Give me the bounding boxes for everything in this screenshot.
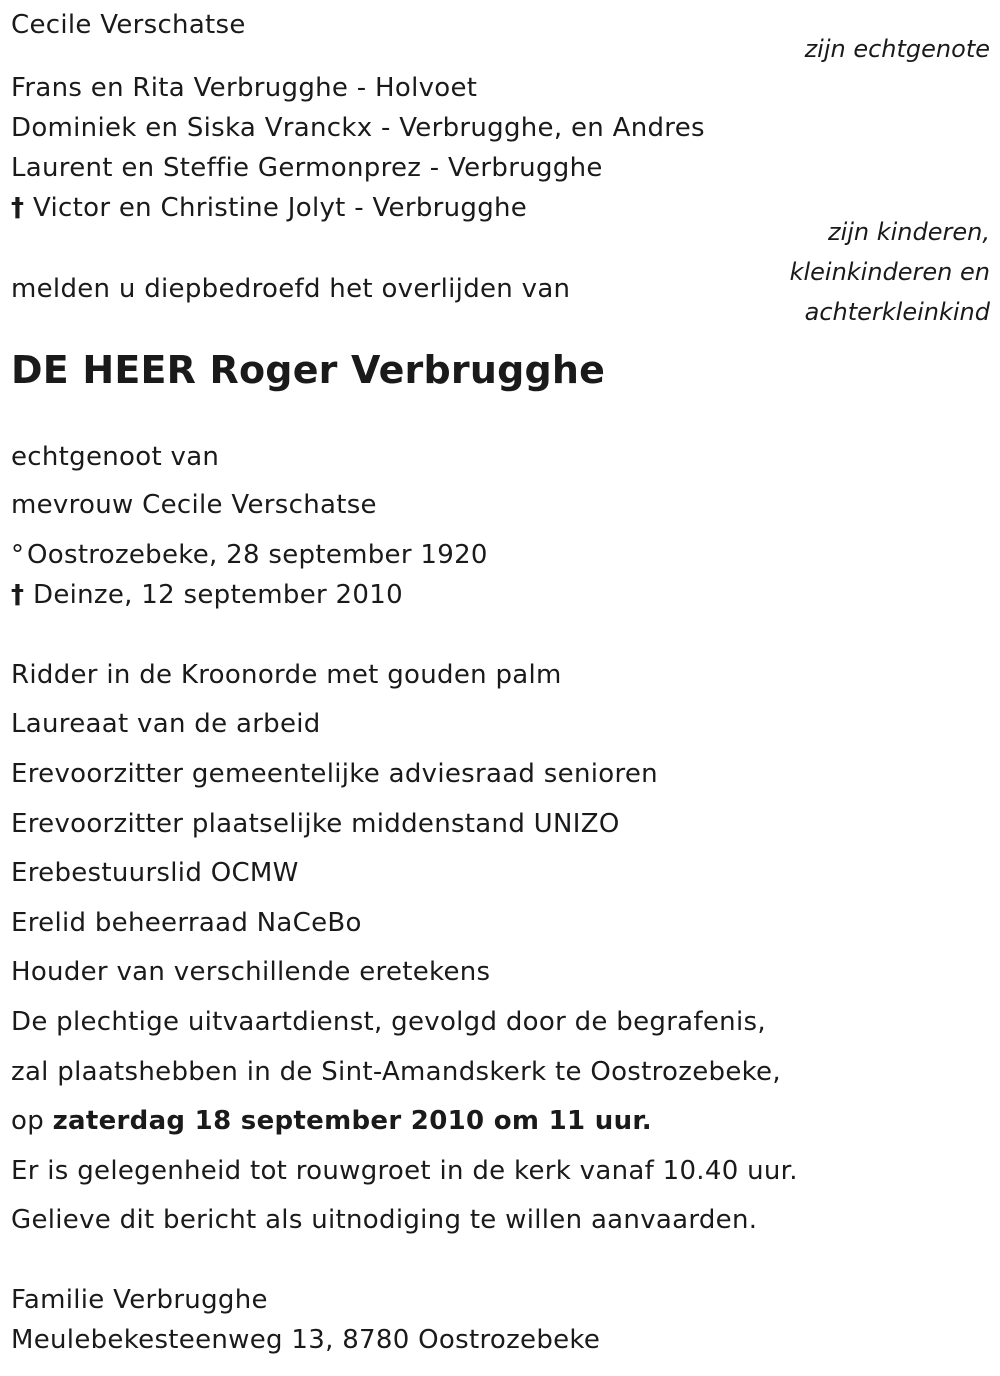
spouse-role: zijn echtgenote (804, 35, 990, 63)
family-name: Familie Verbrugghe (11, 1285, 268, 1315)
child-line-1: Frans en Rita Verbrugghe - Holvoet (11, 73, 478, 103)
announcement-text: melden u diepbedroefd het overlijden van (11, 274, 571, 304)
children-role-line-1: zijn kinderen, (827, 218, 990, 246)
birth-symbol: ° (11, 540, 25, 570)
children-role-line-2: kleinkinderen en (789, 258, 990, 286)
cross-icon: † (11, 193, 25, 223)
death-details: Deinze, 12 september 2010 (33, 580, 403, 610)
cross-icon: † (11, 580, 25, 610)
honour-item: Erelid beheerraad NaCeBo (11, 908, 362, 938)
child-line-4 (11, 191, 527, 225)
honour-item: Erevoorzitter gemeentelijke adviesraad senioren (11, 759, 658, 789)
birth-details: Oostrozebeke, 28 september 1920 (27, 540, 488, 570)
birth-line (11, 538, 488, 572)
service-line-2: zal plaatshebben in de Sint-Amandskerk te Oostrozebeke, (11, 1057, 781, 1087)
spouse-name: Cecile Verschatse (11, 10, 246, 40)
honour-item: Ridder in de Kroonorde met gouden palm (11, 660, 562, 690)
service-line-1: De plechtige uitvaartdienst, gevolgd door de begrafenis, (11, 1007, 766, 1037)
service-date-prefix: op (11, 1106, 45, 1136)
deceased-spouse-name: mevrouw Cecile Verschatse (11, 490, 377, 520)
honour-item: Laureaat van de arbeid (11, 709, 321, 739)
honour-item: Houder van verschillende eretekens (11, 957, 491, 987)
deceased-name-heading: DE HEER Roger Verbrugghe (11, 348, 606, 392)
service-line-5: Gelieve dit bericht als uitnodiging te willen aanvaarden. (11, 1205, 758, 1235)
service-date: zaterdag 18 september 2010 om 11 uur. (52, 1106, 652, 1136)
honour-item: Erevoorzitter plaatselijke middenstand UNIZO (11, 809, 620, 839)
spouse-intro: echtgenoot van (11, 442, 220, 472)
deceased-child-name: Victor en Christine Jolyt - Verbrugghe (33, 193, 528, 223)
death-line (11, 578, 403, 612)
honour-item: Erebestuurslid OCMW (11, 858, 299, 888)
child-line-3: Laurent en Steffie Germonprez - Verbrugghe (11, 153, 603, 183)
child-line-2: Dominiek en Siska Vranckx - Verbrugghe, en Andres (11, 113, 705, 143)
service-line-4: Er is gelegenheid tot rouwgroet in de kerk vanaf 10.40 uur. (11, 1156, 798, 1186)
children-role-line-3: achterkleinkind (804, 298, 990, 326)
service-line-3 (11, 1104, 652, 1138)
family-address: Meulebekesteenweg 13, 8780 Oostrozebeke (11, 1325, 601, 1355)
